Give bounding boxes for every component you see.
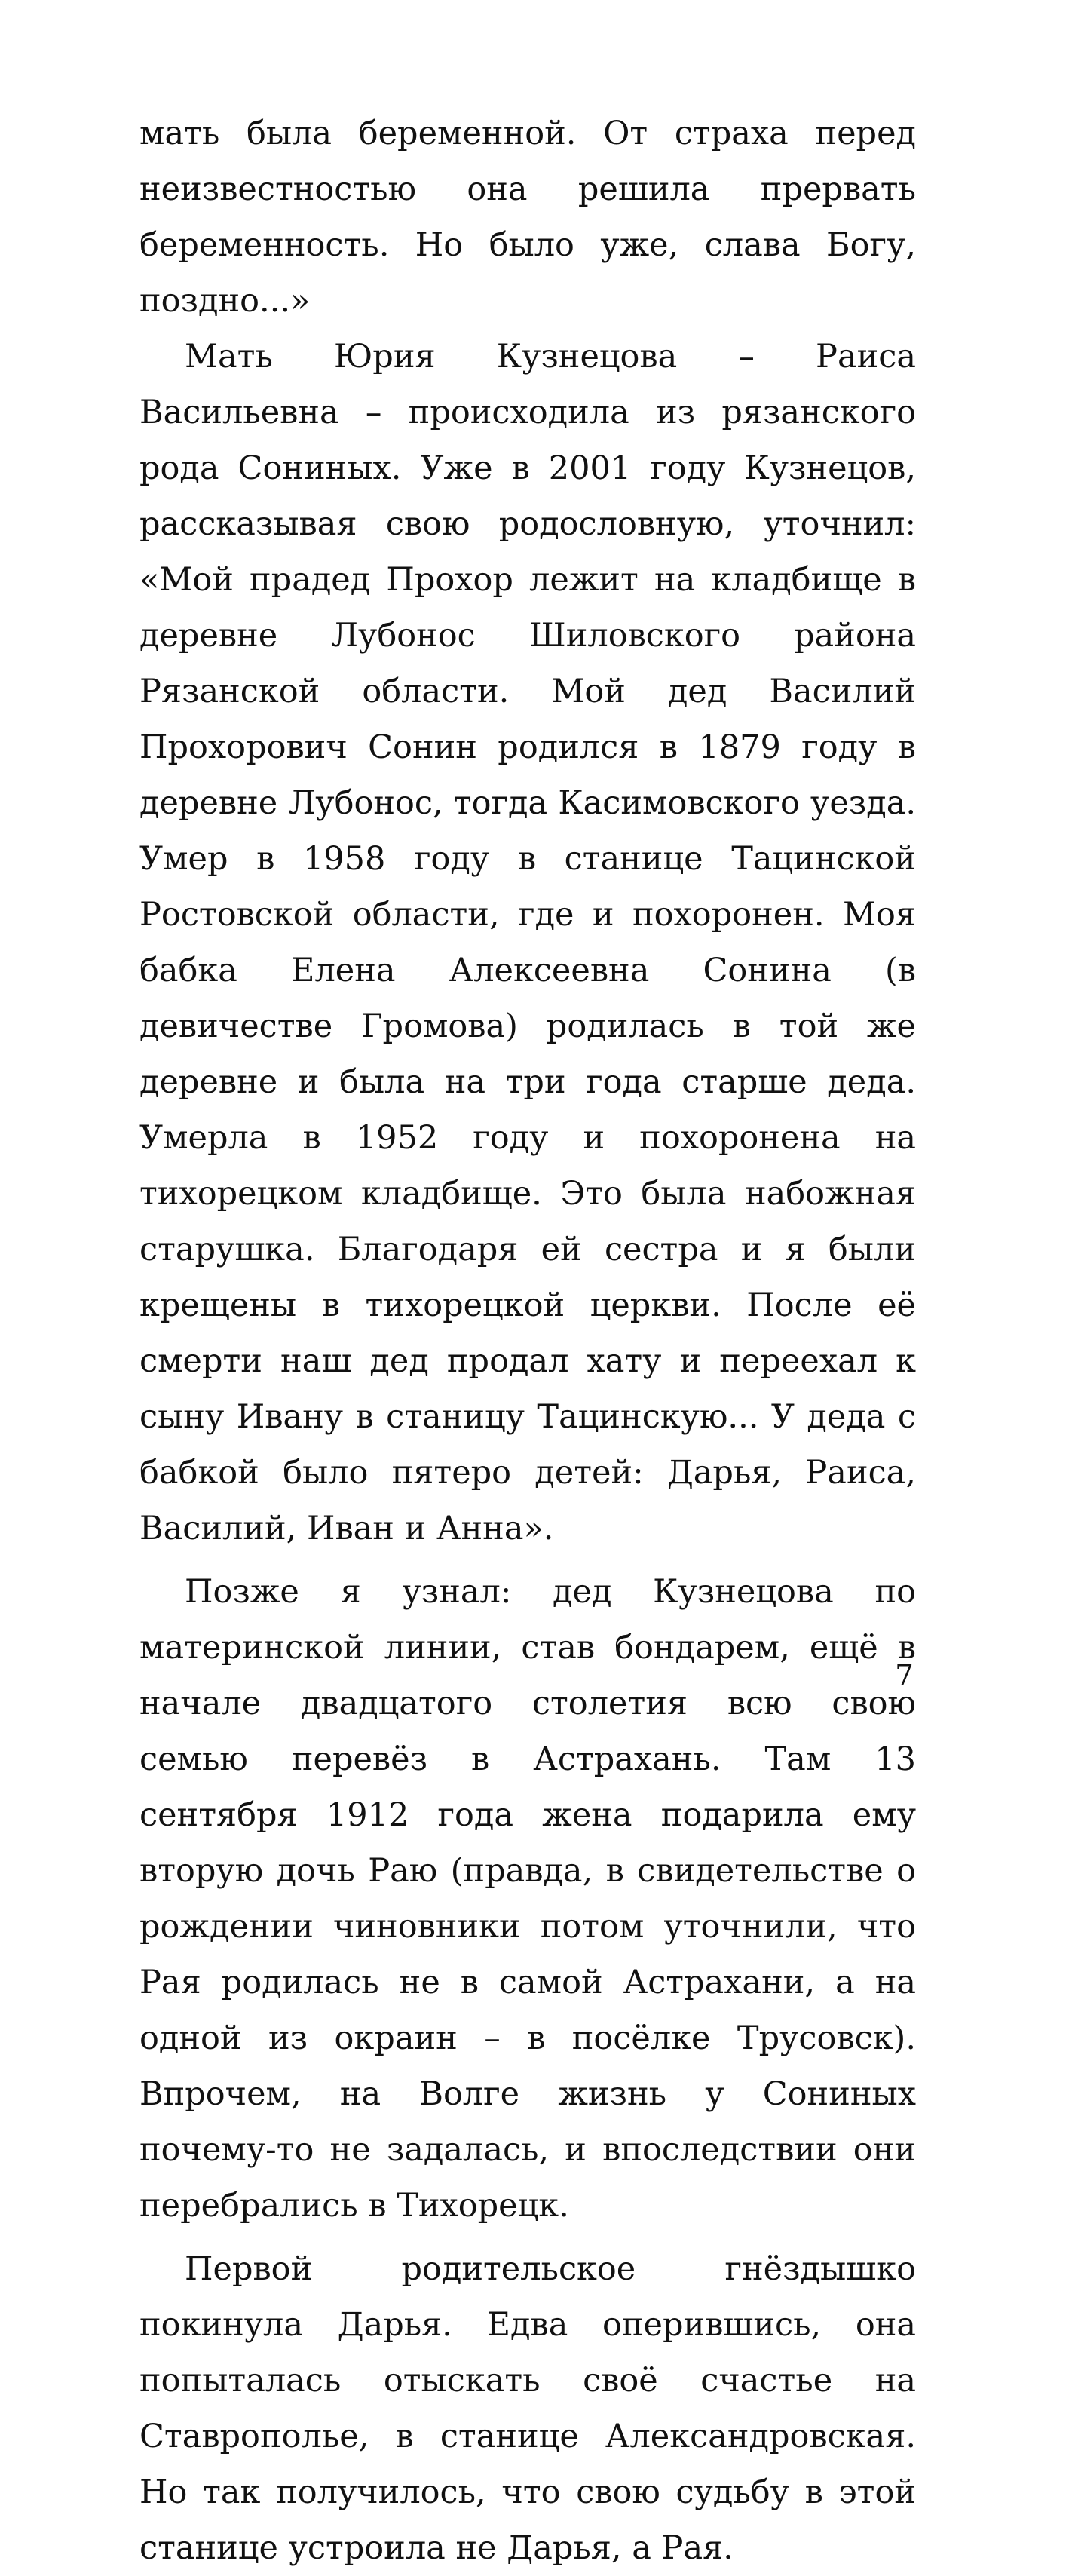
paragraph: Первой родительское гнёздышко покинула Дарья. Едва оперившись, она попыталась отыскать своё счастье на Ставрополье, в станице Александровская. Но так получилось, что свою судьбу в этой станице устроила не Дарья, а Рая.: [139, 2250, 916, 2567]
paragraph: Позже я узнал: дед Кузнецова по материнской линии, став бондарем, ещё в начале двадцатого столетия всю свою семью перевёз в Астрахань. Там 13 сентября 1912 года жена подарила ему вторую дочь Раю (правда, в свидетельстве о рождении чиновники потом уточнили, что Рая родилась не в самой Астрахани, а на одной из окраин – в посёлке Трусовск). Впрочем, на Волге жизнь у Сониных почему-то не задалась, и впоследствии они перебрались в Тихорецк.: [139, 1573, 916, 2225]
paragraph-continuation: мать была беременной. От страха перед неизвестностью она решила прервать беременность. Но было уже, слава Богу, поздно...»: [139, 115, 916, 320]
book-page: [139, 106, 916, 2576]
body-text: [139, 106, 916, 2576]
page-number: 7: [895, 1659, 914, 1693]
paragraph: Мать Юрия Кузнецова – Раиса Васильевна – происходила из рязанского рода Сониных. Уже в 2001 году Кузнецов, рассказывая свою родословную, уточнил: «Мой прадед Прохор лежит на кладбище в деревне Лубонос Шиловского района Рязанской области. Мой дед Василий Прохорович Сонин родился в 1879 году в деревне Лубонос, тогда Касимовского уезда. Умер в 1958 году в станице Тацинской Ростовской области, где и похоронен. Моя бабка Елена Алексеевна Сонина (в девичестве Громова) родилась в той же деревне и была на три года старше деда. Умерла в 1952 году и похоронена на тихорецком кладбище. Это была набожная старушка. Благодаря ей сестра и я были крещены в тихорецкой церкви. После её смерти наш дед продал хату и переехал к сыну Ивану в станицу Тацинскую... У деда с бабкой было пятеро детей: Дарья, Раиса, Василий, Иван и Анна».: [139, 338, 916, 1547]
